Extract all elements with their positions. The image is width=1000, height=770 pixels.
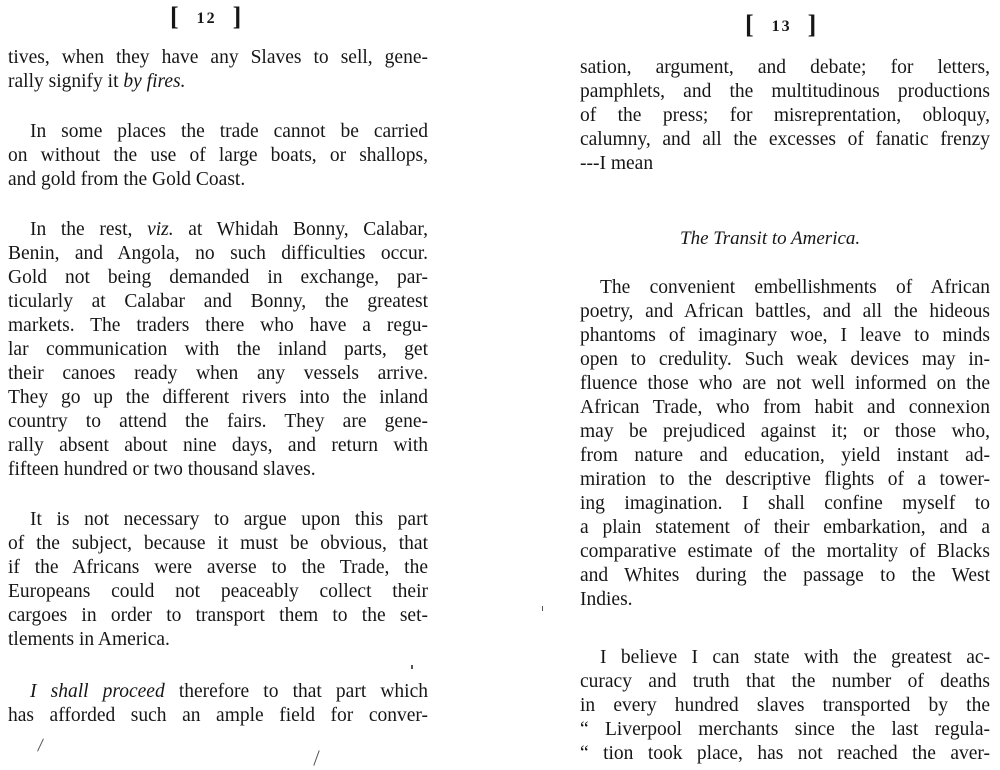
text-line: ticularly at Calabar and Bonny, the greatest [8,291,428,312]
text-line: ing imagination. I shall confine myself to [580,493,990,514]
text-line: miration to the descriptive flights of a tower- [580,469,990,490]
text-line: phantoms of imaginary woe, I leave to minds [580,325,990,346]
text-line: Europeans could not peaceably collect their [8,581,428,602]
text-line: of the subject, because it must be obvious, that [8,533,428,554]
text-line: in every hundred slaves transported by the [580,695,990,716]
text-line: “ Liverpool merchants since the last regula- [580,719,990,740]
text-line: markets. The traders there who have a regu- [8,315,428,336]
text-line: lar communication with the inland parts, get [8,339,428,360]
text-line: comparative estimate of the mortality of Blacks [580,541,990,562]
text-line: tlements in America. [8,629,170,650]
page-number-right: [ 13 ] [745,10,819,39]
text-line: Gold not being demanded in exchange, par- [8,267,428,288]
text-line: pamphlets, and the multitudinous productions [580,81,990,102]
right-page [500,0,1000,770]
text-line: Benin, and Angola, no such difficulties occur. [8,243,428,264]
page-number-left: [ 12 ] [170,2,244,31]
paper-mark [313,750,319,765]
text-line: cargoes in order to transport them to the set- [8,605,428,626]
text-line: In some places the trade cannot be carried [30,121,428,142]
text-line: poetry, and African battles, and all the hideous [580,301,990,322]
text-line: on without the use of large boats, or shallops, [8,145,428,166]
text-line: fifteen hundred or two thousand slaves. [8,459,316,480]
text-line: their canoes ready when any vessels arrive. [8,363,428,384]
text-line: country to attend the fairs. They are gene- [8,411,428,432]
text-line: and Whites during the passage to the West [580,565,990,586]
text-line: a plain statement of their embarkation, and a [580,517,990,538]
text-line: and gold from the Gold Coast. [8,169,246,190]
paper-mark [411,665,413,669]
text-line: of the press; for misreprentation, obloquy, [580,105,990,126]
text-line: calumny, and all the excesses of fanatic frenzy [580,129,990,150]
text-line: I shall proceed therefore to that part which [30,681,429,702]
text-line: sation, argument, and debate; for letters, [580,57,990,78]
text-line: rally signify it by fires. [8,71,186,92]
text-line: In the rest, viz. at Whidah Bonny, Calabar, [30,219,429,240]
text-line: rally absent about nine days, and return with [8,435,428,456]
paper-mark [542,606,543,611]
text-line: from nature and education, yield instant ad- [580,445,990,466]
text-line: They go up the different rivers into the inland [8,387,428,408]
text-line: curacy and truth that the number of deaths [580,671,990,692]
text-line: ---I mean [580,153,654,174]
text-line: Indies. [580,589,633,610]
text-line: It is not necessary to argue upon this part [30,509,428,530]
text-line: “ tion took place, has not reached the aver- [580,743,990,764]
text-line: fluence those who are not well informed on the [580,373,990,394]
paper-mark [37,738,44,751]
text-line: open to credulity. Such weak devices may in- [580,349,990,370]
text-line: tives, when they have any Slaves to sell, gene- [8,47,428,68]
text-line: if the Africans were averse to the Trade, the [8,557,428,578]
text-line: I believe I can state with the greatest ac- [600,647,990,668]
text-line: The convenient embellishments of African [600,277,990,298]
section-heading: The Transit to America. [680,228,861,249]
text-line: has afforded such an ample field for conver- [8,705,428,726]
text-line: African Trade, who from habit and connexion [580,397,990,418]
text-line: may be prejudiced against it; or those who, [580,421,990,442]
